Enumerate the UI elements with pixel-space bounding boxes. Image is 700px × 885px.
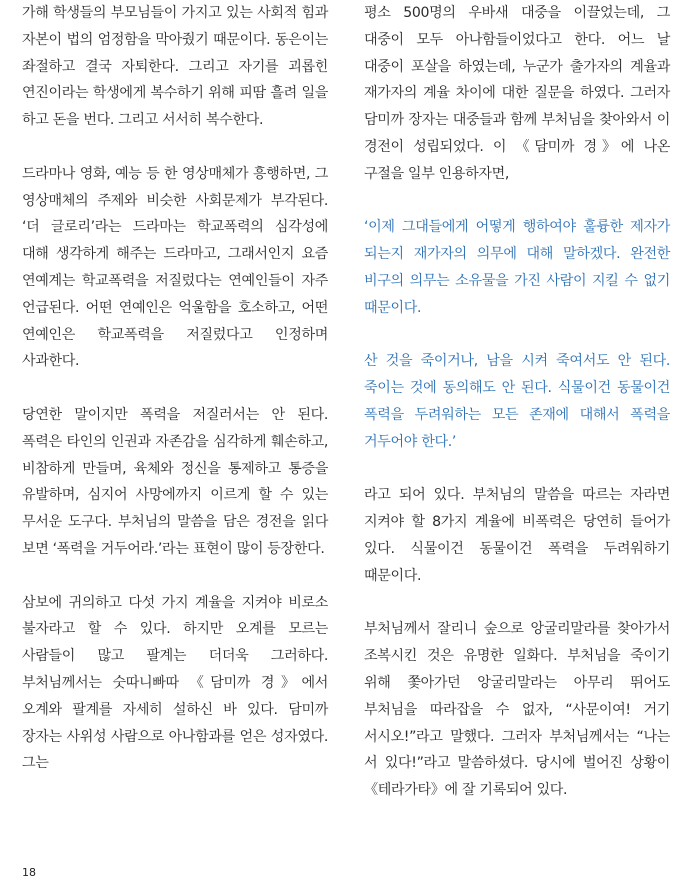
left-column bbox=[22, 0, 328, 804]
quote-paragraph-2: 산 것을 죽이거나, 남을 시켜 죽여서도 안 된다. 죽이는 것에 동의해도 안 된다. 식물이건 동물이건 폭력을 두려워하는 모든 존재에 대해서 폭력을 거두어야 한다.’ bbox=[364, 353, 670, 450]
quote-paragraph-1: ‘이제 그대들에게 어떻게 행하여야 훌륭한 제자가 되는지 재가자의 의무에 대해 말하겠다. 완전한 비구의 의무는 소유물을 가진 사람이 지킬 수 없기 때문이다. bbox=[364, 219, 670, 316]
left-paragraph-2: 드라마나 영화, 예능 등 한 영상매체가 흥행하면, 그 영상매체의 주제와 비슷한 사회문제가 부각된다. ‘더 글로리’라는 드라마는 학교폭력의 심각성에 대해 생각하게 해주는 드라마고, 그래서인지 요즘 연예계는 학교폭력을 저질렀다는 연예인들이 자주 언급된다. 어떤 연예인은 억울함을 호소하고, 어떤 연예인은 학교폭력을 저질렀다고 인정하며 사과한다. bbox=[22, 165, 328, 370]
left-paragraph-4: 삼보에 귀의하고 다섯 가지 계율을 지켜야 비로소 불자라고 할 수 있다. 하지만 오계를 모르는 사람들이 많고 팔계는 더더욱 그러하다. 부처님께서는 숫따니빠따 《담미까 경》에서 오계와 팔계를 자세히 설하신 바 있다. 담미까 장자는 사위성 사람으로 아나함과를 얻은 성자였다. 그는 bbox=[22, 594, 328, 772]
right-paragraph-1: 평소 500명의 우바새 대중을 이끌었는데, 그 대중이 모두 아나함들이었다고 한다. 어느 날 대중이 포살을 하였는데, 누군가 출가자의 계율과 재가자의 계율 차이에 대한 질문을 하였다. 그러자 담미까 장자는 대중들과 함께 부처님을 찾아와서 이 경전이 성립되었다. 이 《담미까 경》에 나온 구절을 일부 인용하자면, bbox=[364, 5, 670, 182]
left-paragraph-1: 가해 학생들의 부모님들이 가지고 있는 사회적 힘과 자본이 법의 엄정함을 막아줬기 때문이다. 동은이는 좌절하고 결국 자퇴한다. 그리고 자기를 괴롭힌 연진이라는 학생에게 복수하기 위해 피땀 흘려 일을 하고 돈을 번다. 그리고 서서히 복수한다. bbox=[22, 5, 328, 129]
right-column bbox=[364, 0, 670, 831]
left-paragraph-3: 당연한 말이지만 폭력을 저질러서는 안 된다. 폭력은 타인의 인권과 자존감을 심각하게 훼손하고, 비참하게 만들며, 육체와 정신을 통제하고 통증을 유발하며, 심지어 사망에까지 이르게 할 수 있는 무서운 도구다. 부처님의 말씀을 담은 경전을 읽다 보면 ‘폭력을 거두어라.’라는 표현이 많이 등장한다. bbox=[22, 406, 328, 557]
right-paragraph-3: 부처님께서 잘리니 숲으로 앙굴리말라를 찾아가서 조복시킨 것은 유명한 일화다. 부처님을 죽이기 위해 쫓아가던 앙굴리말라는 아무리 뛰어도 부처님을 따라잡을 수 없자, “사문이여! 거기 서시오!”라고 말했다. 그러자 부처님께서는 “나는 서 있다!”라고 말씀하셨다. 당시에 벌어진 상황이 《테라가타》에 잘 기록되어 있다. bbox=[364, 621, 670, 799]
page-number: 18 bbox=[22, 866, 36, 879]
right-paragraph-2: 라고 되어 있다. 부처님의 말씀을 따르는 자라면 지켜야 할 8가지 계율에 비폭력은 당연히 들어가 있다. 식물이건 동물이건 폭력을 두려워하기 때문이다. bbox=[364, 487, 670, 584]
